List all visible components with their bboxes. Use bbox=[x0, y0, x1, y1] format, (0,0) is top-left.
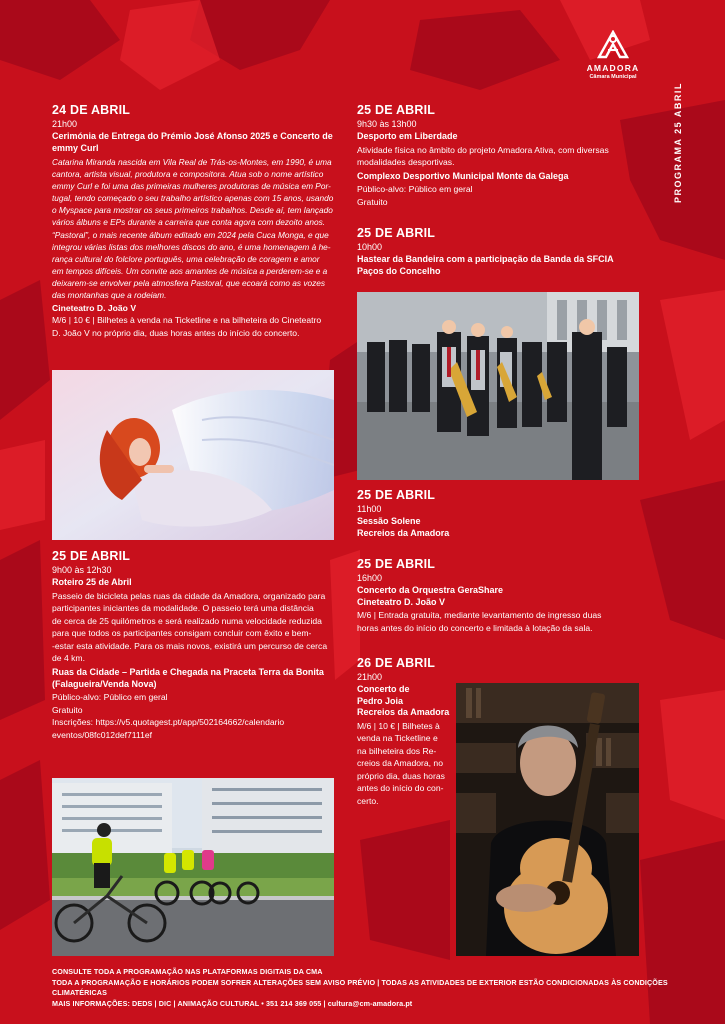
event-venue: Cineteatro D. João V bbox=[52, 303, 137, 314]
event-venue: Recreios da Amadora bbox=[357, 527, 450, 538]
event-time: 21h00 bbox=[52, 119, 78, 129]
brand-subtitle: Câmara Municipal bbox=[589, 74, 637, 80]
event-info bbox=[357, 609, 647, 634]
event-title-line: Cerimónia de Entrega do Prémio José Afonso 2025 e Concerto de bbox=[52, 131, 333, 141]
event-title: Roteiro 25 de Abril bbox=[52, 577, 132, 587]
info-line: M/6 | 10 € | Bilhetes à bbox=[357, 720, 440, 731]
signup-line[interactable]: Inscrições: https://v5.quotagest.pt/app/502164662/calendario bbox=[52, 717, 285, 728]
event-gerashare bbox=[357, 557, 647, 634]
info-line: próprio dia, duas horas bbox=[357, 770, 445, 781]
event-title: Desporto em Liberdade bbox=[357, 131, 458, 141]
desc-line: Atividade física no âmbito do projeto Amadora Ativa, com diversas bbox=[357, 144, 609, 155]
event-time: 21h00 bbox=[357, 672, 383, 682]
event-time: 9h30 às 13h00 bbox=[357, 119, 417, 129]
event-venue: Recreios da Amadora bbox=[357, 707, 450, 717]
event-audience: Público-alvo: Público em geral bbox=[52, 692, 168, 703]
desc-line: vários álbuns e EPs durante a carreira que conta agora com dezoito anos. bbox=[52, 217, 326, 228]
event-title: Concerto da Orquestra GeraShare bbox=[357, 585, 504, 595]
venue-line: (Falagueira/Venda Nova) bbox=[52, 678, 157, 689]
brand-name: AMADORA bbox=[586, 63, 640, 73]
desc-line: tugal, tendo começado o seu trabalho artístico apenas com 15 anos, usando bbox=[52, 193, 334, 204]
signup-line[interactable]: eventos/08fc012def7111ef bbox=[52, 729, 153, 740]
info-line: antes do início do con- bbox=[357, 783, 444, 794]
title-line: Pedro Joia bbox=[357, 695, 404, 706]
event-venue bbox=[52, 667, 342, 690]
info-line: horas antes do início do concerto e limitada à lotação da sala. bbox=[357, 622, 593, 633]
event-venue: Paços do Concelho bbox=[357, 265, 441, 276]
amadora-logo-icon bbox=[596, 30, 630, 60]
event-signup bbox=[52, 716, 342, 741]
event-title bbox=[52, 131, 342, 154]
event-description bbox=[52, 156, 342, 301]
info-line: M/6 | 10 € | Bilhetes à venda na Ticketline e na bilheteira do Cineteatro bbox=[52, 315, 322, 326]
footer-line-1: CONSULTE TODA A PROGRAMAÇÃO NAS PLATAFORMAS DIGITAIS DA CMA bbox=[52, 967, 323, 976]
desc-line: o Myspace para mostrar os seus primeiros trabalhos. Desde aí, tem lançado bbox=[52, 205, 333, 216]
info-line: venda na Ticketline e bbox=[357, 733, 438, 744]
event-date: 24 DE ABRIL bbox=[52, 103, 131, 117]
event-price: Gratuito bbox=[357, 196, 388, 207]
event-date: 26 DE ABRIL bbox=[357, 656, 436, 670]
desc-line: cantora, artista visual, produtora e compositora. Atua sob o nome artístico bbox=[52, 169, 324, 180]
event-roteiro bbox=[52, 549, 342, 741]
footer bbox=[52, 967, 692, 1009]
event-pedro-joia bbox=[357, 656, 457, 808]
event-title: Hastear da Bandeira com a participação da Banda da SFCIA bbox=[357, 254, 614, 264]
photo-emmy-curl bbox=[52, 370, 334, 540]
info-line: creios da Amadora, no bbox=[357, 758, 443, 769]
desc-line: emmy Curl e foi uma das primeiras mulheres produtoras de música em Por- bbox=[52, 181, 331, 192]
footer-line-3: MAIS INFORMAÇÕES: DEDS | DIC | ANIMAÇÃO CULTURAL • 351 214 369 055 | cultura@cm-amadora.pt bbox=[52, 998, 413, 1008]
info-line: M/6 | Entrada gratuita, mediante levantamento de ingresso duas bbox=[357, 610, 602, 620]
event-sessao-solene bbox=[357, 488, 647, 539]
desc-line: modalidades desportivas. bbox=[357, 157, 455, 168]
event-time: 10h00 bbox=[357, 242, 383, 252]
desc-line: rança cultural do folclore português, uma celebração de coragem e amor bbox=[52, 253, 320, 264]
event-time: 11h00 bbox=[357, 504, 382, 514]
event-date: 25 DE ABRIL bbox=[357, 226, 436, 240]
desc-line: participantes iniciantes da modalidade. O passeio terá uma distância bbox=[52, 603, 314, 614]
event-price: Gratuito bbox=[52, 704, 83, 715]
event-date: 25 DE ABRIL bbox=[357, 488, 436, 502]
event-audience: Público-alvo: Público em geral bbox=[357, 184, 473, 195]
event-emmy-curl bbox=[52, 103, 342, 339]
event-description bbox=[357, 144, 647, 169]
title-line: Concerto de bbox=[357, 684, 410, 694]
event-time: 9h00 às 12h30 bbox=[52, 565, 112, 575]
event-bandeira bbox=[357, 226, 647, 277]
desc-line: deixarem-se envolver pela atmosfera Pastoral, que ecoará como as vozes bbox=[52, 277, 326, 288]
desc-line: em tempos difíceis. Um convite aos amantes de música a perderem-se e a bbox=[52, 265, 328, 276]
desc-line: para que todos os participantes consigam concluir com êxito e bem- bbox=[52, 628, 312, 639]
desc-line: integrou várias listas dos melhores discos do ano, é uma homenagem à he- bbox=[52, 241, 331, 252]
event-title: Sessão Solene bbox=[357, 516, 421, 526]
desc-line: Passeio de bicicleta pelas ruas da cidade da Amadora, organizado para bbox=[52, 590, 326, 601]
event-date: 25 DE ABRIL bbox=[357, 103, 436, 117]
info-line: certo. bbox=[357, 796, 379, 807]
desc-line: de 4 km. bbox=[52, 653, 85, 664]
event-time: 16h00 bbox=[357, 573, 383, 583]
side-label: PROGRAMA 25 ABRIL bbox=[673, 82, 683, 203]
event-date: 25 DE ABRIL bbox=[52, 549, 131, 563]
desc-line: das montanhas que a rodeiam. bbox=[52, 290, 167, 301]
photo-bike-ride bbox=[52, 778, 334, 956]
event-title-line: emmy Curl bbox=[52, 142, 99, 153]
photo-pedro-joia bbox=[456, 683, 639, 956]
event-info bbox=[52, 314, 342, 339]
event-title bbox=[357, 684, 457, 707]
info-line: na bilheteira dos Re- bbox=[357, 745, 437, 756]
desc-line: Catarina Miranda nascida em Vila Real de Trás-os-Montes, em 1990, é uma bbox=[52, 157, 332, 167]
desc-line: de cerca de 25 quilómetros e será realizado numa velocidade reduzida bbox=[52, 615, 322, 626]
event-venue: Complexo Desportivo Municipal Monte da Galega bbox=[357, 170, 569, 181]
desc-line: -estar esta atividade. Para os mais novos, existirá um percurso de cerca bbox=[52, 640, 328, 651]
desc-line: “Pastoral”, o mais recente álbum editado em 2024 pela Cuca Monga, e que bbox=[52, 229, 329, 240]
event-description bbox=[52, 590, 342, 666]
venue-line: Ruas da Cidade – Partida e Chegada na Praceta Terra da Bonita bbox=[52, 667, 324, 678]
event-date: 25 DE ABRIL bbox=[357, 557, 436, 571]
info-line: D. João V no próprio dia, duas horas antes do início do concerto. bbox=[52, 327, 300, 338]
event-desporto bbox=[357, 103, 647, 208]
event-venue: Cineteatro D. João V bbox=[357, 596, 446, 607]
event-info bbox=[357, 720, 457, 808]
photo-band bbox=[357, 292, 639, 480]
footer-line-2: TODA A PROGRAMAÇÃO E HORÁRIOS PODEM SOFRER ALTERAÇÕES SEM AVISO PRÉVIO | TODAS AS ATIVIDADES DE EXTERIOR ESTÃO CONDICIONADAS ÀS CONDIÇÕES CLIMATÉRICAS bbox=[52, 977, 668, 997]
